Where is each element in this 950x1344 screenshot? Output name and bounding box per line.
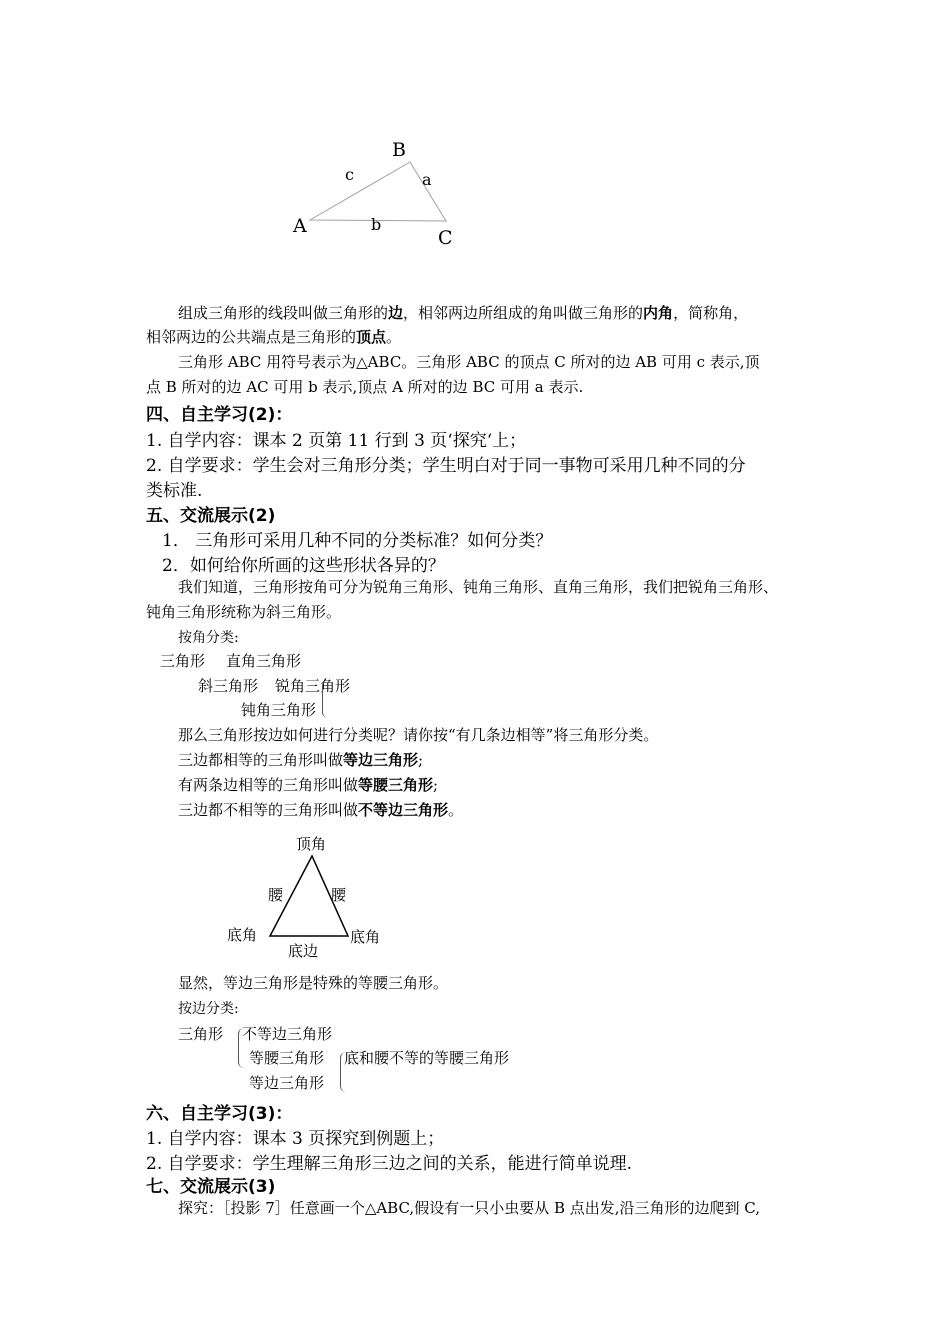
angle-classification-paragraph-line2: 钝角三角形统称为斜三角形。: [146, 603, 342, 621]
term-isosceles: 等腰三角形: [358, 776, 434, 794]
angle-tree-acute-triangle: 锐角三角形: [275, 677, 351, 695]
text: ;: [433, 776, 439, 794]
angle-tree-right-triangle: 直角三角形: [226, 652, 302, 670]
text: 相邻两边的公共端点是三角形的: [146, 328, 357, 346]
text: 。: [448, 801, 464, 819]
text: 组成三角形的线段叫做三角形的: [178, 304, 389, 322]
angle-tree-obtuse-triangle: 钝角三角形: [241, 701, 317, 719]
vertex-label-c: C: [438, 227, 453, 249]
text: 。: [386, 328, 402, 346]
apex-angle-label: 顶角: [296, 835, 327, 853]
notation-paragraph-line2: 点 B 所对的边 AC 可用 b 表示,顶点 A 所对的边 BC 可用 a 表示.: [146, 378, 584, 396]
base-label: 底边: [288, 942, 319, 960]
term-scalene: 不等边三角形: [358, 801, 449, 819]
term-equilateral: 等边三角形: [343, 751, 419, 769]
definition-paragraph-line1: [178, 303, 748, 323]
classify-by-side-title: 按边分类:: [178, 1001, 239, 1017]
left-leg-label: 腰: [268, 886, 284, 904]
definition-paragraph-line2: [146, 327, 401, 347]
isosceles-definition: [178, 775, 438, 795]
term-edge: 边: [388, 304, 404, 322]
triangle-abc-figure: [280, 130, 480, 250]
side-tree-isosceles-sub: 底和腰不等的等腰三角形: [344, 1049, 510, 1067]
section-4-item2-line2: 类标准.: [146, 481, 203, 501]
angle-classification-paragraph-line1: 我们知道，三角形按角可分为锐角三角形、钝角三角形、直角三角形，我们把锐角三角形、: [178, 578, 779, 596]
section-6-item2: 2. 自学要求：学生理解三角形三边之间的关系，能进行简单说理.: [146, 1154, 633, 1174]
angle-tree-root: 三角形: [160, 652, 206, 670]
notation-paragraph-line1: 三角形 ABC 用符号表示为△ABC。三角形 ABC 的顶点 C 所对的边 AB 可用 c 表示,顶: [178, 353, 760, 371]
text: 三边都相等的三角形叫做: [178, 751, 344, 769]
equilateral-definition: [178, 750, 423, 770]
side-label-c: c: [345, 165, 354, 184]
side-label-b: b: [371, 215, 382, 234]
section-6-item1: 1. 自学内容：课本 3 页探究到例题上；: [146, 1129, 445, 1149]
text: ;: [418, 751, 424, 769]
vertex-label-b: B: [392, 139, 406, 161]
side-tree-root: 三角形: [178, 1025, 224, 1043]
section-5-heading: 五、交流展示(2): [146, 506, 276, 526]
side-tree-equilateral: 等边三角形: [249, 1074, 325, 1092]
section-5-question2: 2．如何给你所画的这些形状各异的？: [162, 556, 445, 576]
text: 三边都不相等的三角形叫做: [178, 801, 359, 819]
text: 有两条边相等的三角形叫做: [178, 776, 359, 794]
section-4-item1: 1. 自学内容：课本 2 页第 11 行到 3 页‘探究‘上；: [146, 431, 527, 451]
isosceles-triangle-figure: [220, 828, 400, 963]
right-leg-label: 腰: [331, 886, 347, 904]
section-5-question1: 1． 三角形可采用几种不同的分类标准？如何分类？: [162, 531, 553, 551]
term-vertex: 顶点: [356, 328, 387, 346]
term-interior-angle: 内角: [643, 304, 674, 322]
vertex-label-a: A: [293, 215, 307, 237]
side-classification-question: 那么三角形按边如何进行分类呢？请你按“有几条边相等”将三角形分类。: [178, 726, 659, 744]
scalene-definition: [178, 800, 463, 820]
equilateral-is-isosceles-note: 显然，等边三角形是特殊的等腰三角形。: [178, 974, 449, 992]
side-tree-isosceles: 等腰三角形: [249, 1049, 325, 1067]
angle-tree-oblique-triangle: 斜三角形: [198, 677, 259, 695]
side-label-a: a: [422, 170, 432, 189]
right-base-angle-label: 底角: [350, 928, 381, 946]
text: ，相邻两边所组成的角叫做三角形的: [403, 304, 644, 322]
section-4-heading: 四、自主学习(2)：: [146, 405, 293, 425]
section-7-heading: 七、交流展示(3): [146, 1177, 276, 1197]
section-7-explore: 探究：［投影 7］任意画一个△ABC,假设有一只小虫要从 B 点出发,沿三角形的边爬到 C,: [178, 1199, 761, 1217]
section-4-item2-line1: 2. 自学要求：学生会对三角形分类；学生明白对于同一事物可采用几种不同的分: [146, 456, 746, 476]
side-tree-scalene: 不等边三角形: [242, 1025, 333, 1043]
angle-tree-brace: [322, 680, 329, 718]
text: ，简称角，: [673, 304, 749, 322]
left-base-angle-label: 底角: [227, 926, 258, 944]
section-6-heading: 六、自主学习(3)：: [146, 1104, 293, 1124]
classify-by-angle-title: 按角分类:: [178, 630, 239, 646]
